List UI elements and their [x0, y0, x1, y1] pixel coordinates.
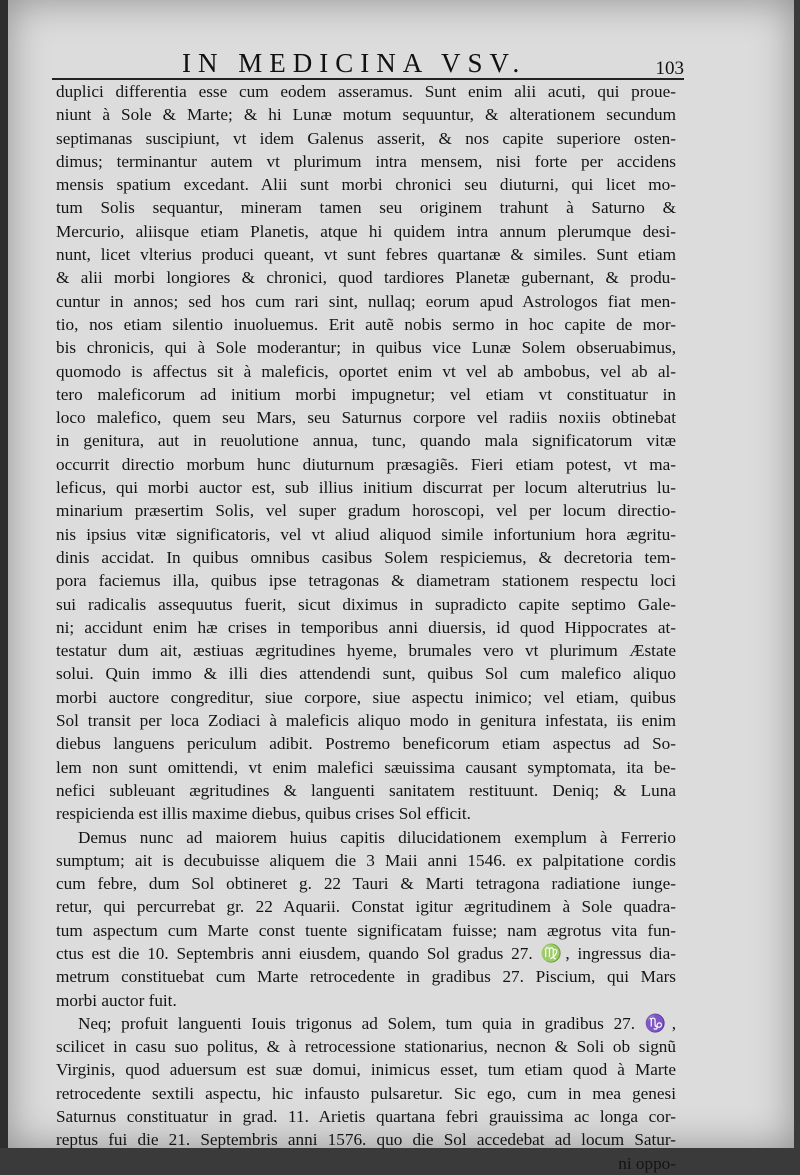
page-number: 103: [655, 58, 684, 79]
text-line: cum febre, dum Sol obtineret g. 22 Tauri & Marti tetragona radiatione iunge-: [56, 874, 676, 894]
text-line: niunt à Sole & Marte; & hi Lunæ motum sequuntur, & alterationem secundum: [56, 105, 676, 125]
text-line: & alii morbi longiores & chronici, quod tardiores Planetæ gubernant, & produ-: [56, 268, 676, 288]
text-line: nefici subleuant ægritudines & languenti sanitatem restituunt. Deniq; & Luna: [56, 780, 676, 800]
text-line: tum aspectum cum Marte const tuente significatam fuisse; nam ægrotus vita fun-: [56, 920, 676, 940]
text-line: ni; accidunt enim hæ crises in temporibus anni diuersis, id quod Hippocrates at-: [56, 617, 676, 637]
text-line: Mercurio, aliisque etiam Planetis, atque hi quidem intra annum plerumque desi-: [56, 221, 676, 241]
text-line: loco malefico, quem seu Mars, seu Saturnus corpore vel radiis noxiis obtinebat: [56, 408, 676, 428]
text-line: duplici differentia esse cum eodem asseramus. Sunt enim alii acuti, qui proue-: [56, 82, 676, 101]
text-line: morbi auctor fuit.: [56, 990, 177, 1010]
text-line: sumptum; ait is decubuisse aliquem die 3 Maii anni 1546. ex palpitatione cordis: [56, 850, 676, 870]
text-line: sui radicalis assequutus fuerit, sicut diximus in supradicto capite septimo Gale-: [56, 594, 676, 614]
text-line: dinis accidat. In quibus omnibus casibus Solem respiciemus, & decretoria tem-: [56, 547, 676, 567]
text-line: in genitura, aut in reuolutione annua, tunc, quando mala significatorum vitæ: [56, 431, 676, 451]
text-line: testatur dum ait, æstiuas ægritudines hyeme, brumales vero vt plurimum Æstate: [56, 641, 676, 661]
running-head: IN MEDICINA VSV.: [182, 48, 527, 78]
text-line: bis chronicis, qui à Sole moderantur; in quibus vice Lunæ Solem obseruabimus,: [56, 338, 676, 358]
text-line: quomodo is affectus sit à maleficis, oportet enim vt vel ab ambobus, vel ab al-: [56, 361, 676, 381]
text-line: mensis spatium excedant. Alii sunt morbi chronici seu diuturni, qui licet mo-: [56, 175, 676, 195]
text-line: respicienda est illis maxime diebus, quibus crises Sol efficit.: [56, 804, 471, 824]
text-line: retur, qui percurrebat gr. 22 Aquarii. Constat igitur ægritudinem à Sole quadra-: [56, 897, 676, 917]
text-line: pora faciemus illa, quibus ipse tetragonas & diametram stationem respectu loci: [56, 571, 676, 591]
text-line: morbi auctore congreditur, siue corpore, siue aspectu inimico; vel etiam, quibus: [56, 687, 676, 707]
text-line: reptus fui die 21. Septembris anni 1576. quo die Sol accedebat ad locum Satur-: [56, 1130, 676, 1150]
text-line: ctus est die 10. Septembris anni eiusdem, quando Sol gradus 27. ♍, ingressus dia-: [56, 943, 676, 963]
text-line: metrum constituebat cum Marte retrocedente in gradibus 27. Piscium, qui Mars: [56, 967, 676, 987]
text-line: Demus nunc ad maiorem huius capitis dilucidationem exemplum à Ferrerio: [78, 827, 676, 847]
page-header: [52, 48, 684, 84]
text-line: nis ipsius vitæ significatoris, vel vt aliud aliquod simile infortunium hora ægritu-: [56, 524, 676, 544]
text-line: Saturnus constituatur in grad. 11. Arietis quartana febri grauissima ac longa cor-: [56, 1107, 676, 1127]
text-line: tio, nos etiam silentio inuoluemus. Erit autẽ nobis sermo in hoc capite de mor-: [56, 314, 676, 334]
text-line: Sol transit per loca Zodiaci à maleficis aliquo modo in genitura infestata, iis enim: [56, 711, 676, 731]
text-line: scilicet in casu suo politus, & à retrocessione stationarius, necnon & Soli ob signũ: [56, 1037, 676, 1057]
text-line: lem non sunt omittendi, vt enim malefici sæuissima causant symptomata, ita be-: [56, 757, 676, 777]
text-line: dimus; terminantur autem vt plurimum intra mensem, nisi forte per accidens: [56, 151, 676, 171]
text-line: cuntur in annos; sed hos cum rari sint, nullaq; eorum apud Astrologos fiat men-: [56, 291, 676, 311]
text-line: tero maleficorum ad initium morbi impugnetur; vel etiam vt constituatur in: [56, 384, 676, 404]
book-page: [8, 0, 794, 1173]
text-line: nunt, licet vlterius produci queant, vt sunt febres quartanæ & similes. Sunt etiam: [56, 245, 676, 265]
text-line: solui. Quin immo & illi dies attendendi sunt, quibus Sol cum malefico aliquo: [56, 664, 676, 684]
text-line: minarium præsertim Solis, vel super gradum horoscopi, vel per locum directio-: [56, 501, 676, 521]
text-line: retrocedente sextili aspectu, hic infausto pulsaretur. Sic ego, cum in mea genesi: [56, 1083, 676, 1103]
text-line: diebus languens periculum adibit. Postremo beneficorum etiam aspectus ad So-: [56, 734, 676, 754]
catchword: ni oppo-: [618, 1153, 676, 1173]
text-line: Virginis, quod aduersum est suæ domui, inimicus esset, tum etiam quod à Marte: [56, 1060, 676, 1080]
text-line: leficus, qui morbi auctor est, sub illius initium discurrat per locum alterutrius lu-: [56, 478, 676, 498]
body-text: [56, 80, 676, 1175]
text-line: tum Solis sequantur, mineram tamen seu originem trahunt à Saturno &: [56, 198, 676, 218]
text-line: Neq; profuit languenti Iouis trigonus ad Solem, tum quia in gradibus 27. ♑,: [78, 1013, 676, 1033]
text-line: occurrit directio morbum hunc diuturnum præsagiẽs. Fieri etiam potest, vt ma-: [56, 454, 676, 474]
text-line: septimanas suscipiunt, vt idem Galenus asserit, & nos capite superiore osten-: [56, 128, 676, 148]
